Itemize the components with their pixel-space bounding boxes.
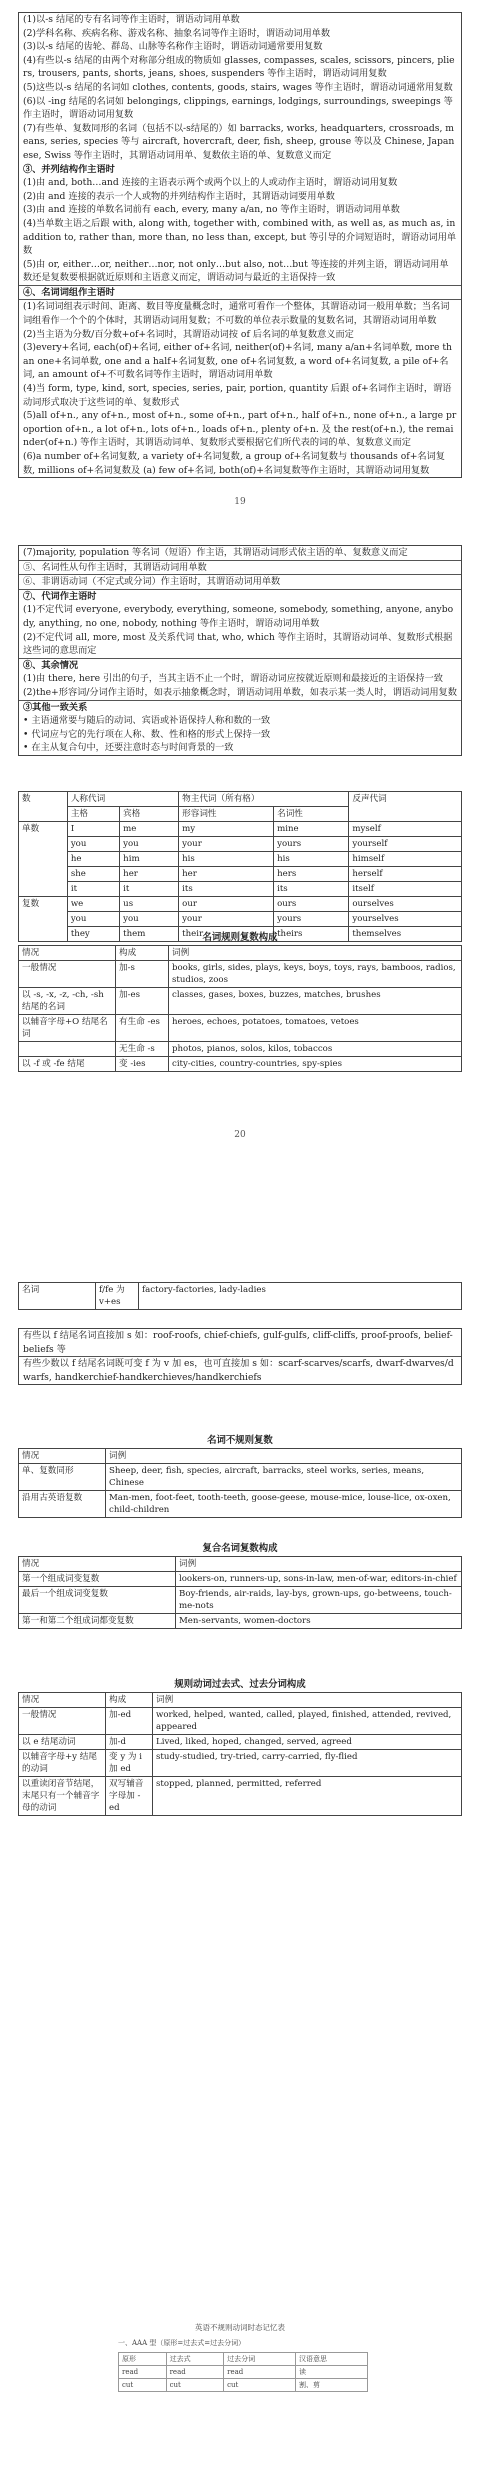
verb-table-title: 规则动词过去式、过去分词构成: [174, 1679, 306, 1690]
irregular-verb-table: [118, 2352, 368, 2392]
table-cell: Sheep, deer, fish, species, aircraft, barracks, steel works, series, means, Chinese: [106, 1464, 462, 1491]
pronoun-cell: I: [67, 822, 119, 837]
rule-line: (1)不定代词 everyone, everybody, everything, someone, somebody, something, anyone, anybody, anything, no one, nobody, nothing 等作主语时，谓语动词用单数: [23, 604, 454, 629]
rule-line: (1)名词词组表示时间、距离、数目等度量概念时，通常可看作一个整体，其谓语动词一般用单数；当名词词组看作一个个的个体时，其谓语动词用复数；不可数的单位表示数量的复数名词，其谓语动词用单数: [19, 299, 461, 327]
pronoun-cell: it: [67, 882, 119, 897]
irregular-plural-table: [18, 1448, 462, 1518]
rule-line: (4)当 form, type, kind, sort, species, series, pair, portion, quantity 后跟 of+名词作主语时，谓语动词形式取决于这些词的单、复数形式: [23, 383, 452, 408]
table-cell: 加-s: [116, 961, 169, 988]
table-cell: stopped, planned, permitted, referred: [153, 1777, 462, 1816]
rule-line: (3)every+名词, each(of)+名词, either of+名词, neither(of)+名词, many a/an+名词单数, more than one+名词单数, one and a half+名词复数, one of+名词复数, a word of+名词复数, a pile of+名词, an amount of+不可数名词等作主语时，谓语动词用单数: [23, 342, 452, 381]
table-cell: Boy-friends, air-raids, lay-bys, grown-ups, go-betweens, touch-me-nots: [176, 1587, 462, 1614]
pronoun-cell: she: [67, 867, 119, 882]
table-cell: Man-men, foot-feet, tooth-teeth, goose-geese, mouse-mice, louse-lice, ox-oxen, child-children: [106, 1491, 462, 1518]
pronoun-cell: herself: [349, 867, 462, 882]
pronoun-table: [18, 791, 462, 942]
table-header: 词例: [176, 1557, 462, 1572]
table-cell: 一般情况: [19, 1708, 106, 1735]
table-header: 词例: [106, 1449, 462, 1464]
pronoun-cell: you: [67, 912, 119, 927]
table-cell: read: [224, 2366, 296, 2379]
table-header: 词例: [153, 1693, 462, 1708]
rule-line: (4)当单数主语之后跟 with, along with, together with, combined with, as well as, as much as, in addition to, rather than, more than, no less than, except, but 等引导的介词短语时，谓语动词用单数: [23, 217, 457, 257]
rule-line: ⑧、其余情况: [19, 658, 461, 673]
pronoun-cell: its: [274, 882, 349, 897]
singular-label: 单数: [19, 822, 68, 897]
table-cell: books, girls, sides, plays, keys, boys, toys, rays, bamboos, radios, studios, zoos: [169, 961, 462, 988]
pronoun-cell: ourselves: [349, 897, 462, 912]
rule-line: (5)all of+n., any of+n., most of+n., some of+n., part of+n., half of+n., none of+n., a large proportion of+n., a lot of+n., lots of+n., loads of+n., plenty of+n. 及 the rest(of+n.), the remainder(of+n.) 等作主语时，其谓语动词单、复数形式要根据它们所代表的词的单、复数意义而定: [23, 410, 457, 449]
pronoun-cell: yours: [274, 837, 349, 852]
pronoun-cell: your: [179, 912, 274, 927]
plural-label: 复数: [19, 897, 68, 942]
pronoun-cell: her: [179, 867, 274, 882]
table-cell: 以重读闭音节结尾，末尾只有一个辅音字母的动词: [19, 1777, 106, 1816]
rule-line: (6)以 -ing 结尾的名词如 belongings, clippings, earnings, lodgings, surroundings, sweepings 等作主语时，谓语动词用复数: [23, 95, 453, 121]
sub-header: 形容词性: [179, 807, 274, 822]
fe-cell: f/fe 为 v+es: [96, 1283, 139, 1310]
rule-line: (2)the+形容词/分词作主语时，如表示抽象概念时，谓语动词用单数，如表示某一类人时，谓语动词用复数: [23, 686, 457, 698]
page-number: 19: [234, 497, 246, 507]
table-cell: cut: [224, 2379, 296, 2392]
possessive-header: 物主代词（所有格）: [179, 792, 349, 807]
rule-line: (7)有些单、复数同形的名词（包括不以-s结尾的）如 barracks, works, headquarters, crossroads, means, series, species 等与 aircraft, hovercraft, deer, fish, sheep, grouse 等以及 Chinese, Japanese, Swiss 等作主语时，其谓语动词用单、复数依主语的单、复数意义而定: [23, 122, 455, 161]
table-cell: [19, 1042, 116, 1057]
pronoun-cell: her: [120, 867, 179, 882]
rule-line: (4)有些以-s 结尾的由两个对称部分组成的物质如 glasses, compasses, scales, scissors, pincers, pliers, trousers, pants, shorts, jeans, shoes, suspenders 等作主语时，谓语动词用复数: [23, 54, 455, 80]
table-cell: 以辅音字母+O 结尾名词: [19, 1015, 116, 1042]
table-cell: 加-d: [106, 1735, 153, 1750]
table-cell: 读: [296, 2366, 368, 2379]
pronoun-cell: he: [67, 852, 119, 867]
pronoun-cell: you: [67, 837, 119, 852]
table-cell: 变 y 为 i 加 ed: [106, 1750, 153, 1777]
table-header: 情况: [19, 1693, 106, 1708]
table-header: 情况: [19, 1557, 176, 1572]
grammar-rules-block: [18, 12, 462, 478]
pronoun-cell: our: [179, 897, 274, 912]
pronoun-cell: mine: [274, 822, 349, 837]
rule-line: (2)不定代词 all, more, most 及关系代词 that, who, which 等作主语时，其谓语动词单、复数形式根据这些词的意思而定: [23, 631, 453, 657]
rule-line: (1)以-s 结尾的专有名词等作主语时，谓语动词用单数: [23, 14, 240, 25]
sub-header: 主格: [67, 807, 119, 822]
rule-line: (3)由 and 连接的单数名词前有 each, every, many a/an, no 等作主语时，谓语动词用单数: [23, 204, 400, 216]
pronoun-cell: his: [179, 852, 274, 867]
regular-verb-table: [18, 1692, 462, 1816]
pronoun-cell: yours: [274, 912, 349, 927]
table-cell: 有生命 -es: [116, 1015, 169, 1042]
table-cell: 沿用古英语复数: [19, 1491, 106, 1518]
page-number: 20: [234, 1130, 246, 1140]
pronoun-cell: they: [67, 927, 119, 942]
pronoun-cell: me: [120, 822, 179, 837]
table-cell: 第一和第二个组成词都变复数: [19, 1614, 176, 1629]
table-header: 构成: [106, 1693, 153, 1708]
table-cell: 变 -ies: [116, 1057, 169, 1072]
table-cell: 以 e 结尾动词: [19, 1735, 106, 1750]
pronoun-cell: its: [179, 882, 274, 897]
rule-line: (3)以-s 结尾的齿轮、群岛、山脉等名称作主语时，谓语动词通常要用复数: [23, 41, 323, 53]
rule-line: • 代词应与它的先行项在人称、数、性和格的形式上保持一致: [23, 728, 271, 740]
pronoun-cell: his: [274, 852, 349, 867]
fe-cell: 名词: [19, 1283, 96, 1310]
pronoun-cell: ours: [274, 897, 349, 912]
pronoun-cell: my: [179, 822, 274, 837]
table-cell: 第一个组成词变复数: [19, 1572, 176, 1587]
table-cell: cut: [166, 2379, 224, 2392]
table-cell: read: [119, 2366, 167, 2379]
rule-line: (2)学科名称、疾病名称、游戏名称、抽象名词等作主语时，谓语动词用单数: [23, 27, 331, 39]
pronoun-cell: itself: [349, 882, 462, 897]
table-cell: Men-servants, women-doctors: [176, 1614, 462, 1629]
table-cell: Lived, liked, hoped, changed, served, agreed: [153, 1735, 462, 1750]
pronoun-cell: we: [67, 897, 119, 912]
page-21: [0, 1200, 480, 2488]
fe-rule-notes: [18, 1328, 462, 1385]
personal-header: 人称代词: [67, 792, 178, 807]
rule-line: (7)majority, population 等名词（短语）作主语，其谓语动词形式依主语的单、复数意义而定: [23, 547, 408, 558]
rule-line: ⑤、名词性从句作主语时，其谓语动词用单数: [19, 560, 461, 575]
pronoun-cell: myself: [349, 822, 462, 837]
table-cell: 双写辅音字母加 -ed: [106, 1777, 153, 1816]
plural-table-title: 名词规则复数构成: [202, 932, 278, 943]
table-header: 过去式: [166, 2353, 224, 2366]
table-cell: classes, gases, boxes, buzzes, matches, brushes: [169, 988, 462, 1015]
fe-note: 有些以 f 结尾名词直接加 s 如：roof-roofs, chief-chiefs, gulf-gulfs, cliff-cliffs, proof-proofs, belief-beliefs 等: [23, 1330, 453, 1355]
fe-cell: factory-factories, lady-ladies: [139, 1283, 462, 1310]
table-cell: 加-ed: [106, 1708, 153, 1735]
pronoun-cell: yourself: [349, 837, 462, 852]
table-cell: 以 -f 或 -fe 结尾: [19, 1057, 116, 1072]
page-20: [0, 545, 480, 1140]
rule-line: (1)由 there, here 引出的句子，当其主语不止一个时，谓语动词应按就近原则和最接近的主语保持一致: [23, 673, 443, 685]
table-cell: worked, helped, wanted, called, played, finished, attended, revived, appeared: [153, 1708, 462, 1735]
pronoun-cell: your: [179, 837, 274, 852]
table-header: 过去分词: [224, 2353, 296, 2366]
pronoun-cell: it: [120, 882, 179, 897]
pronoun-cell: hers: [274, 867, 349, 882]
table-cell: 以辅音字母+y 结尾的动词: [19, 1750, 106, 1777]
table-cell: cut: [119, 2379, 167, 2392]
rule-line: (1)由 and, both…and 连接的主语表示两个或两个以上的人或动作主语时，谓语动词用复数: [23, 177, 398, 189]
table-header: 情况: [19, 946, 116, 961]
sub-header: 宾格: [120, 807, 179, 822]
pronoun-cell: you: [120, 912, 179, 927]
pronoun-cell: yourselves: [349, 912, 462, 927]
table-header: 原形: [119, 2353, 167, 2366]
pronoun-cell: him: [120, 852, 179, 867]
rule-line: ③其他一致关系: [19, 700, 461, 715]
rule-line: ⑥、非谓语动词（不定式或分词）作主语时，其谓语动词用单数: [19, 574, 461, 589]
pronoun-rules-block: [18, 545, 462, 756]
fe-note: 有些少数以 f 结尾名词既可变 f 为 v 加 es，也可直接加 s 如：scarf-scarves/scarfs, dwarf-dwarves/dwarfs, handkerchief-handkerchieves/handkerchiefs: [19, 1356, 461, 1384]
irregular-verb-title: 英语不规则动词时态记忆表: [195, 2323, 285, 2332]
pronoun-cell: their: [179, 927, 274, 942]
table-cell: 单、复数同形: [19, 1464, 106, 1491]
compound-plural-table: [18, 1556, 462, 1629]
rule-line: • 主语通常要与随后的动词、宾语或补语保持人称和数的一致: [23, 715, 271, 727]
rule-line: • 在主从复合句中，还要注意时态与时间背景的一致: [23, 742, 234, 754]
pronoun-cell: himself: [349, 852, 462, 867]
sub-header: 名词性: [274, 807, 349, 822]
rule-line: (5)由 or, either…or, neither…nor, not only…but also, not…but 等连接的并列主语，谓语动词用单数还是复数要根据就近原则和主语意义而定，谓语动词与最近的主语保持一致: [23, 258, 449, 284]
rule-line: ⑦、代词作主语时: [19, 589, 461, 604]
table-cell: 一般情况: [19, 961, 116, 988]
table-cell: study-studied, try-tried, carry-carried, fly-flied: [153, 1750, 462, 1777]
table-cell: read: [166, 2366, 224, 2379]
table-cell: 加-es: [116, 988, 169, 1015]
table-cell: 无生命 -s: [116, 1042, 169, 1057]
table-cell: 最后一个组成词变复数: [19, 1587, 176, 1614]
rule-line: (2)由 and 连接的表示一个人或物的并列结构作主语时，其谓语动词要用单数: [23, 190, 335, 202]
table-cell: 以 -s, -x, -z, -ch, -sh 结尾的名词: [19, 988, 116, 1015]
rule-line: (5)这些以-s 结尾的名词如 clothes, contents, goods, stairs, wages 等作主语时，谓语动词通常用复数: [23, 81, 453, 93]
pronoun-cell: them: [120, 927, 179, 942]
number-header: 数: [19, 792, 68, 822]
reflexive-header: 反声代词: [349, 792, 462, 822]
rule-line: (6)a number of+名词复数, a variety of+名词复数, a group of+名词复数与 thousands of+名词复数, millions of+名词复数及 (a) few of+名词, both(of)+名词复数等作主语时，其谓语动词用复数: [23, 451, 445, 476]
page-19: [0, 0, 480, 520]
pronoun-cell: you: [120, 837, 179, 852]
table-cell: city-cities, country-countries, spy-spies: [169, 1057, 462, 1072]
fe-rule-table: [18, 1282, 462, 1310]
rule-line: ③、并列结构作主语时: [23, 163, 115, 175]
table-header: 汉语意思: [296, 2353, 368, 2366]
pronoun-cell: theirs: [274, 927, 349, 942]
table-cell: lookers-on, runners-up, sons-in-law, men-of-war, editors-in-chief: [176, 1572, 462, 1587]
pronoun-cell: us: [120, 897, 179, 912]
table-header: 构成: [116, 946, 169, 961]
irregular-verb-subtitle: 一、AAA 型（原形=过去式=过去分词）: [118, 2339, 246, 2347]
compound-table-title: 复合名词复数构成: [202, 1543, 278, 1554]
plural-rules-table: [18, 945, 462, 1072]
table-header: 词例: [169, 946, 462, 961]
rule-line: (2)当主语为分数/百分数+of+名词时，其谓语动词按 of 后名词的单复数意义而定: [23, 328, 354, 340]
rule-line: ④、名词词组作主语时: [19, 285, 461, 300]
table-cell: heroes, echoes, potatoes, tomatoes, vetoes: [169, 1015, 462, 1042]
table-cell: photos, pianos, solos, kilos, tobaccos: [169, 1042, 462, 1057]
pronoun-cell: themselves: [349, 927, 462, 942]
irregular-table-title: 名词不规则复数: [207, 1435, 273, 1446]
table-cell: 割、剪: [296, 2379, 368, 2392]
table-header: 情况: [19, 1449, 106, 1464]
